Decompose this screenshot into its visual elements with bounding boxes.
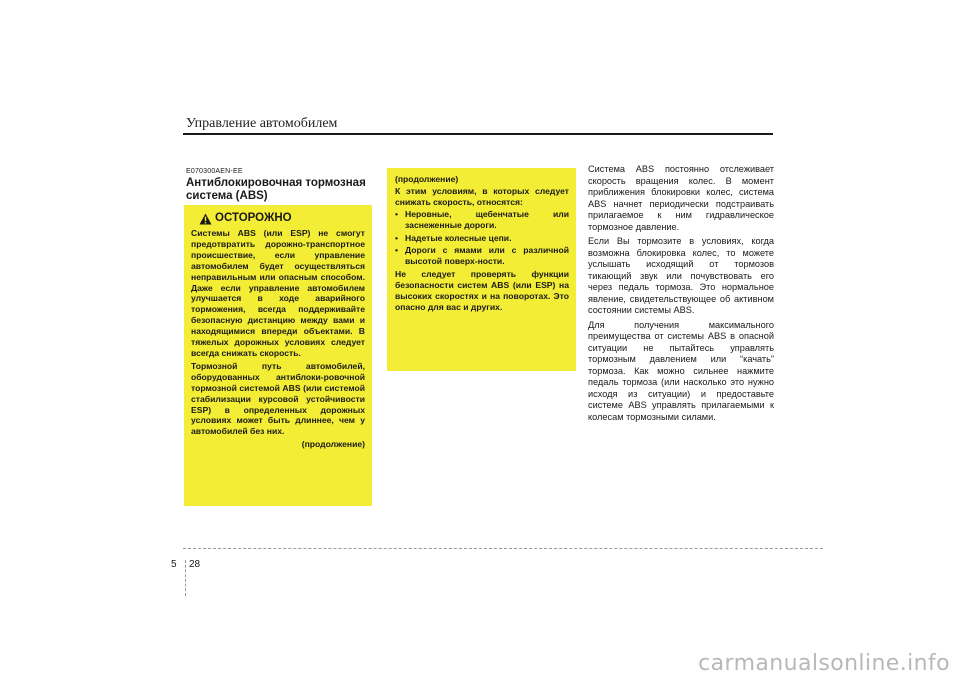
caution-paragraph-2: Тормозной путь автомобилей, оборудованных антиблоки-ровочной тормозной системой ABS (или системой стабилизации курсовой устойчивости ESP) в определенных дорожных условиях может быть длиннее, чем у автомобилей без них. [191,360,365,437]
caution-continued: (продолжение) [301,439,365,450]
body-paragraph-3: Для получения максимального преимущества от системы ABS в опасной ситуации не пытайтесь управлять тормозным давлением или “качать” тормоза. Как можно сильнее нажмите педаль тормоза (или насколько это нужно исходя из ситуации) и предоставьте системе ABS управлять прилагаемыми к колесам тормозными силами. [588,319,774,422]
list-item: • Надетые колесные цепи. [395,233,569,244]
continued-intro: К этим условиям, в которых следует снижать скорость, относятся: [395,185,569,207]
caution-title: ОСТОРОЖНО [215,212,292,225]
body-text-column [588,164,774,426]
section-title: Антиблокировочная тормозная система (ABS) [186,177,366,202]
body-paragraph-2: Если Вы тормозите в условиях, когда возможна блокировка колес, то можете услышать исходящий от тормозов тикающий звук или почувствовать его через педаль тормоза. Это нормальное явление, свидетельствующее об активном состоянии системы ABS. [588,236,774,315]
caution-continued-box [387,168,576,371]
warning-triangle-icon [199,213,212,225]
chapter-number: 5 [171,559,177,570]
list-item: • Дороги с ямами или с различной высотой поверх-ности. [395,245,569,267]
page-header-title: Управление автомобилем [186,116,338,131]
body-paragraph-1: Система ABS постоянно отслеживает скорость вращения колес. В момент приближения блокировки колес, система ABS начнет периодически подстраивать прилагаемое к ним гидравлическое тормозное давление. [588,164,774,232]
caution-paragraph-1: Системы ABS (или ESP) не смогут предотвратить дорожно-транспортное происшествие, если управление автомобилем будет осуществляться неправильным или опасным способом. Даже если управление автомобилем улучшается в ходе аварийного торможения, всегда поддерживайте безопасную дистанцию между вами и находящимися впереди объектами. В тяжелых дорожных условиях следует всегда снижать скорость. [191,228,365,358]
section-code: E070300AEN-EE [186,168,243,175]
caution-header [199,211,365,226]
page-number: 28 [189,559,201,570]
footer-divider [185,560,186,596]
footer-rule [183,548,823,549]
caution-box [184,205,372,506]
continued-heading: (продолжение) [395,174,459,184]
header-rule [183,133,773,135]
continued-closing: Не следует проверять функции безопасности систем ABS (или ESP) на высоких скоростях и на поворотах. Это опасно для вас и других. [395,269,569,312]
watermark: carmanualsonline.info [698,651,950,676]
road-conditions-list [395,209,569,268]
list-item: • Неровные, щебенчатые или заснеженные дороги. [395,209,569,231]
